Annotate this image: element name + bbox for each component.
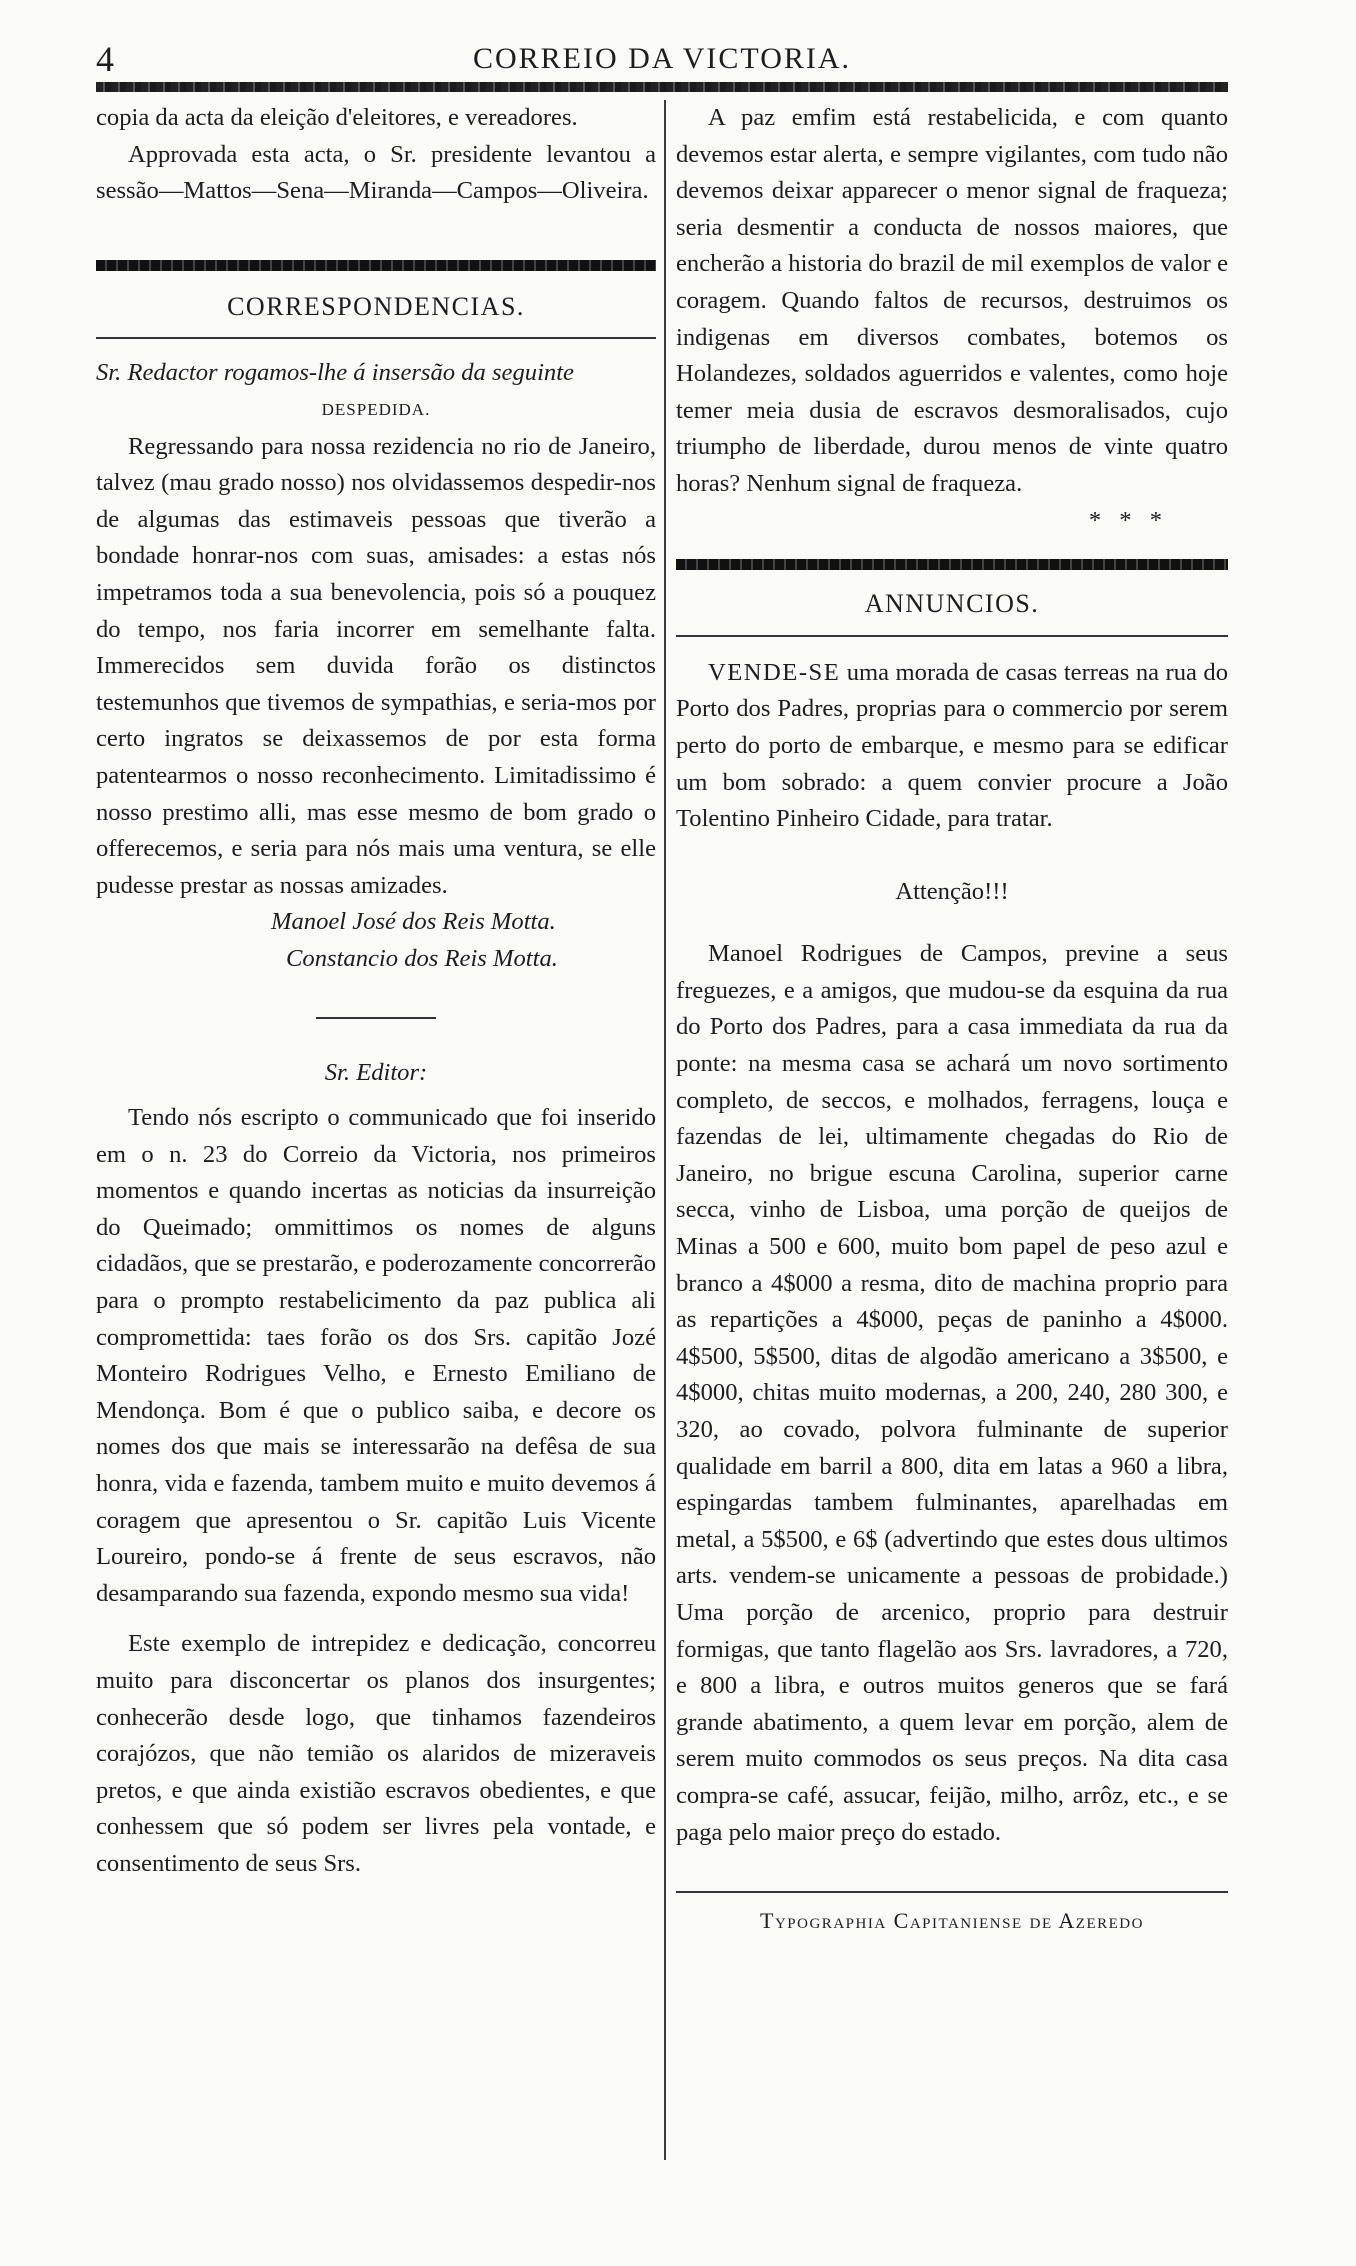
end-mark: * * * (1088, 506, 1168, 534)
vende-ad (676, 655, 1228, 838)
vende-lead: VENDE-SE (708, 658, 841, 686)
printer-imprint: Typographia Capitaniense de Azeredo (760, 1908, 1144, 1934)
campos-ad: Manoel Rodrigues de Campos, previne a seus freguezes, e a amigos, que mudou-se da esquina da rua do Porto dos Padres, para a casa immediata da rua da ponte: na mesma casa se achará um novo sortimento completo, de seccos, e molhados, ferragens, louça e fazendas de lei, ultimamente chegadas do Rio de Janeiro, no brigue escuna Carolina, superior carne secca, vinho de Lisboa, uma porção de queijos de Minas a 500 e 600, muito bom papel de peso azul e branco a 4$000 a resma, dito de machina proprio para as repartições a 4$000, peças de paninho a 4$000. 4$500, 5$500, ditas de algodão americano a 3$500, e 4$000, chitas muito modernas, a 200, 240, 280 300, e 320, ao covado, polvora fulminante de superior qualidade em barril a 800, dita em latas a 960 a libra, espingardas tambem fulminantes, aparelhadas em metal, a 5$500, e 6$ (advertindo que estes dous ultimos arts. vendem-se unicamente a pessoas de probidade.) Uma porção de arcenico, proprio para destruir formigas, que tanto flagelão aos Srs. lavradores, a 720, e 800 a libra, e outros muitos generos que se fará grande abatimento, a quem levar em porção, alem de serem muito commodos os seus preços. Na dita casa compra-se café, assucar, feijão, milho, arrôz, etc., e se paga pelo maior preço do estado. (676, 940, 1228, 1846)
continuation-paragraph: A paz emfim está restabelicida, e com quanto devemos estar alerta, e sempre vigilantes, com tudo não devemos deixar apparecer o menor signal de fraqueza; seria desmentir a conducta de nossos maiores, que encherão a historia do brazil de mil exemplos de valor e coragem. Quando faltos de recursos, destruimos os indigenas em diversos combates, botemos os Holandezes, soldados aguerridos e valentes, como hoje temer meia dusia de escravos desmoralisados, cujo triumpho de liberdade, durou menos de vinte quatro horas? Nenhum signal de fraqueza. (676, 104, 1228, 497)
editor-paragraph-2: Este exemplo de intrepidez e dedicação, concorreu muito para disconcertar os planos dos insurgentes; conhecerão desde logo, que tinhamos fazendeiros corajózos, que não temião os alaridos de mizeraveis pretos, e que ainda existião escravos obedientes, e que conhessem que só podem ser livres pela vontade, e consentimento de seus Srs. (96, 1630, 656, 1877)
section-rule (96, 260, 656, 271)
column-divider (664, 100, 666, 2160)
despedida-text: Regressando para nossa rezidencia no rio de Janeiro, talvez (mau grado nosso) nos olvidassemos despedir-nos de algumas das estimaveis pessoas que tiverão a bondade honrar-nos com suas, amisades: a estas nós impetramos toda a sua benevolencia, pois só a pouquez do tempo, nos faria incorrer em semelhante falta. Immerecidos sem duvida forão os distinctos testemunhos que tivemos de sympathias, e seria-mos por certo ingratos se deixassemos de por esta forma patentearmos o nosso reconhecimento. Limitadissimo é nosso prestimo alli, mas esse mesmo de bom grado o offerecemos, e seria para nós mais uma ventura, se elle pudesse prestar as nossas amizades. (96, 432, 656, 899)
request-line: Sr. Redactor rogamos-lhe á insersão da seguinte (96, 359, 574, 387)
acta-copy-line: copia da acta da eleição d'eleitores, e vereadores. (96, 104, 578, 131)
acta-approval-paragraph: Approvada esta acta, o Sr. presidente levantou a sessão—Mattos—Sena—Miranda—Campos—Oliveira. (96, 140, 656, 205)
signature-manoel: Manoel José dos Reis Motta. (271, 908, 556, 936)
signature-constancio: Constancio dos Reis Motta. (286, 944, 558, 972)
attention-heading: Attenção!!! (895, 877, 1009, 905)
editor-salutation: Sr. Editor: (324, 1059, 428, 1087)
annuncios-heading: ANNUNCIOS. (864, 589, 1040, 619)
vende-text: uma morada de casas terreas na rua do Porto dos Padres, proprias para o commercio por serem perto do porto de embarque, e mesmo para se edificar um bom sobrado: a quem convier procure a João Tolentino Pinheiro Cidade, para tratar. (676, 658, 1228, 833)
newspaper-title: CORREIO DA VICTORIA. (472, 42, 852, 75)
editor-paragraph-1: Tendo nós escripto o communicado que foi inserido em o n. 23 do Correio da Victoria, nos primeiros momentos e quando incertas as noticias da insurreição do Queimado; ommittimos os nomes de alguns cidadãos, que se prestarão, e poderozamente concorrerão para o prompto restabelicimento da paz publica ali compromettida: taes forão os dos Srs. capitão Jozé Monteiro Rodrigues Velho, e Ernesto Emiliano de Mendonça. Bom é que o publico saiba, e decore os nomes dos que mais se interessarão na defêsa de sua honra, vida e fazenda, tambem muito e muito devemos á coragem que apresentou o Sr. capitão Luis Vicente Loureiro, pondo-se á frente de seus escravos, não desamparando sua fazenda, expondo mesmo sua vida! (96, 1104, 656, 1607)
correspondencias-heading: CORRESPONDENCIAS. (227, 291, 525, 321)
page-number: 4 (96, 39, 114, 79)
section-rule-right (676, 559, 1228, 570)
right-column (676, 100, 1228, 1940)
despedida-heading: DESPEDIDA. (321, 399, 431, 419)
left-column (96, 100, 656, 1883)
masthead (96, 36, 1228, 80)
masthead-rule (96, 82, 1228, 92)
